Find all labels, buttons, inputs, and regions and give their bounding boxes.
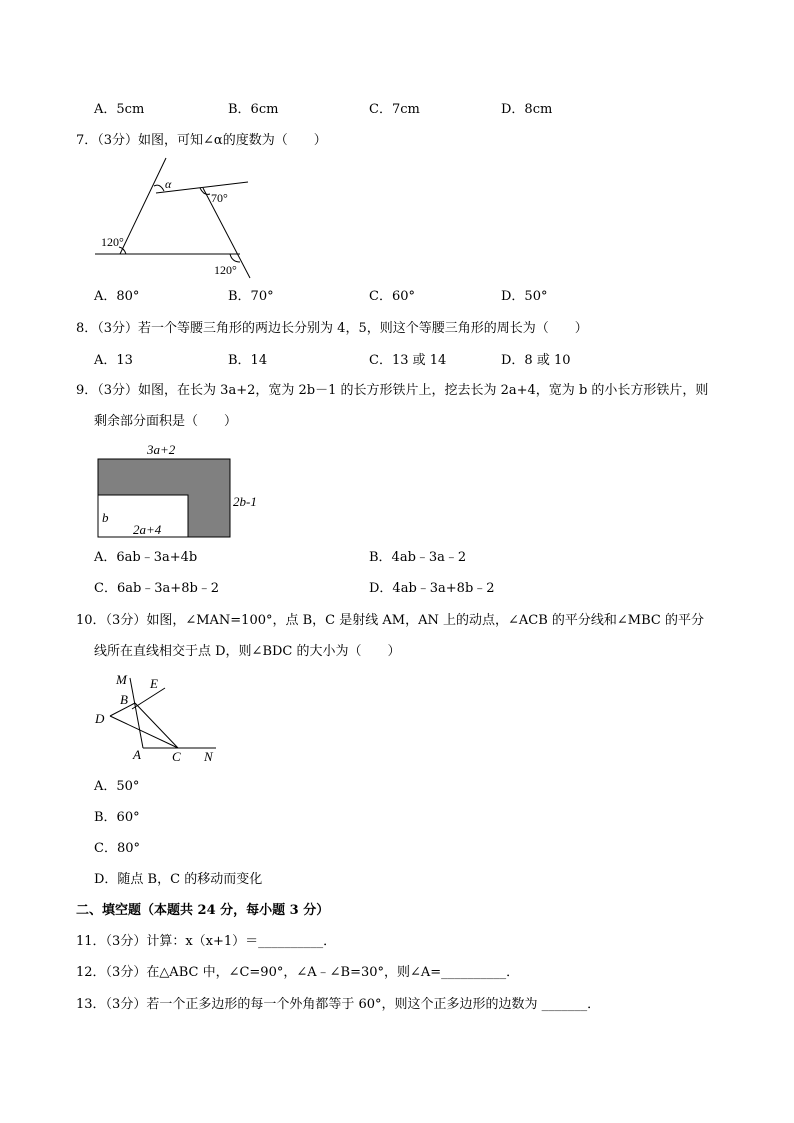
q7-label-120-left: 120° xyxy=(101,235,124,249)
q9-option-b: B．4ab﹣3a﹣2 xyxy=(369,550,467,565)
q9-option-c: C．6ab﹣3a+8b﹣2 xyxy=(94,581,220,596)
q12-stem: 12．（3分）在△ABC 中，∠C=90°，∠A﹣∠B=30°，则∠A=__________． xyxy=(76,965,520,980)
q10-option-d: D．随点 B，C 的移动而变化 xyxy=(94,872,263,887)
q10-label-e: E xyxy=(150,676,158,691)
q9-stem-line2: 剩余部分面积是（ ） xyxy=(94,414,238,429)
q10-label-n: N xyxy=(204,749,213,764)
q7-option-d: D．50° xyxy=(501,289,548,304)
q9-option-a: A．6ab﹣3a+4b xyxy=(94,550,198,565)
q6-option-b: B．6cm xyxy=(228,102,279,117)
q10-option-c: C．80° xyxy=(94,841,140,856)
q8-option-a: A．13 xyxy=(94,353,133,368)
q8-option-b: B．14 xyxy=(228,353,268,368)
q9-option-d: D．4ab﹣3a+8b﹣2 xyxy=(369,581,495,596)
q10-figure xyxy=(90,668,230,768)
q9-label-bottom: 2a+4 xyxy=(133,522,162,537)
q9-figure xyxy=(95,440,275,540)
q10-label-b: B xyxy=(120,692,128,707)
q10-label-a: A xyxy=(133,747,141,762)
q10-stem-line1: 10．（3分）如图，∠MAN=100°，点 B，C 是射线 AM，AN 上的动点，∠ACB 的平分线和∠MBC 的平分 xyxy=(76,613,704,628)
q6-option-c: C．7cm xyxy=(369,102,420,117)
q9-stem-line1: 9．（3分）如图，在长为 3a+2，宽为 2b－1 的长方形铁片上，挖去长为 2a+4，宽为 b 的小长方形铁片，则 xyxy=(76,383,709,398)
q10-label-d: D xyxy=(95,711,105,726)
q11-stem: 11．（3分）计算：x（x+1）＝__________． xyxy=(76,934,337,949)
q7-label-alpha: α xyxy=(165,177,172,191)
q7-option-a: A．80° xyxy=(94,289,140,304)
q10-label-m: M xyxy=(116,672,127,687)
q9-label-b: b xyxy=(102,510,109,525)
q9-label-right: 2b-1 xyxy=(233,494,257,509)
q10-label-c: C xyxy=(172,749,181,764)
q7-label-120-bottom: 120° xyxy=(214,263,237,277)
q7-stem: 7．（3分）如图，可知∠α的度数为（ ） xyxy=(76,133,327,148)
q6-option-a: A．5cm xyxy=(94,102,145,117)
q8-option-d: D．8 或 10 xyxy=(501,353,571,368)
q8-stem: 8．（3分）若一个等腰三角形的两边长分别为 4，5，则这个等腰三角形的周长为（ ） xyxy=(76,321,588,336)
q10-option-a: A．50° xyxy=(94,779,140,794)
q10-option-b: B．60° xyxy=(94,810,140,825)
q7-option-b: B．70° xyxy=(228,289,274,304)
q9-label-top: 3a+2 xyxy=(147,442,176,457)
section-heading: 二、填空题（本题共 24 分，每小题 3 分） xyxy=(76,903,330,918)
q10-stem-line2: 线所在直线相交于点 D，则∠BDC 的大小为（ ） xyxy=(94,644,401,659)
q7-label-70: 70° xyxy=(211,191,228,205)
q8-option-c: C．13 或 14 xyxy=(369,353,447,368)
q6-option-d: D．8cm xyxy=(501,102,553,117)
q7-option-c: C．60° xyxy=(369,289,415,304)
q13-stem: 13．（3分）若一个正多边形的每一个外角都等于 60°，则这个正多边形的边数为 _______． xyxy=(76,997,601,1012)
q7-figure xyxy=(90,156,270,280)
